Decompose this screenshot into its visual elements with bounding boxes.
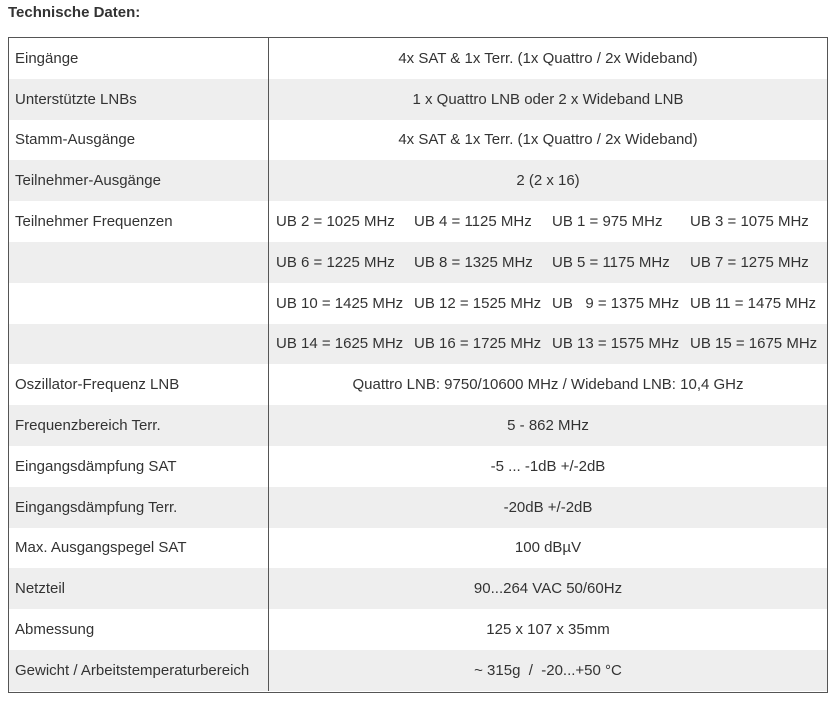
frequency-cell	[269, 283, 828, 324]
row-value: 90...264 VAC 50/60Hz	[473, 580, 623, 598]
row-label: Max. Ausgangspegel SAT	[9, 528, 269, 569]
table-row	[9, 120, 827, 161]
row-value: 100 dBµV	[514, 539, 582, 557]
row-label	[9, 242, 269, 283]
row-value: 5 - 862 MHz	[507, 417, 589, 435]
frequency-value: UB 11 = 1475 MHz	[690, 294, 817, 312]
row-value: ~ 315g / -20...+50 °C	[474, 661, 622, 679]
row-value: 1 x Quattro LNB oder 2 x Wideband LNB	[412, 90, 684, 108]
frequency-value: UB 8 = 1325 MHz	[414, 253, 533, 271]
row-label: Oszillator-Frequenz LNB	[9, 364, 269, 405]
frequency-value: UB 13 = 1575 MHz	[552, 335, 680, 353]
frequency-cell	[269, 201, 828, 242]
table-row	[9, 79, 827, 120]
table-row	[9, 650, 827, 691]
specs-table	[8, 37, 828, 693]
row-label: Teilnehmer-Ausgänge	[9, 160, 269, 201]
table-row	[9, 405, 827, 446]
row-label: Abmessung	[9, 609, 269, 650]
row-label: Eingangsdämpfung SAT	[9, 446, 269, 487]
table-row	[9, 242, 827, 283]
frequency-value: UB 5 = 1175 MHz	[552, 253, 670, 271]
row-label: Gewicht / Arbeitstemperaturbereich	[9, 650, 269, 691]
table-row	[9, 568, 827, 609]
frequency-cell	[269, 242, 828, 283]
frequency-value: UB 1 = 975 MHz	[552, 213, 663, 231]
table-row	[9, 160, 827, 201]
row-label: Frequenzbereich Terr.	[9, 405, 269, 446]
row-label: Unterstützte LNBs	[9, 79, 269, 120]
table-row	[9, 283, 827, 324]
frequency-value: UB 3 = 1075 MHz	[690, 213, 809, 231]
table-row	[9, 324, 827, 365]
frequency-value: UB 6 = 1225 MHz	[276, 253, 395, 271]
row-label: Netzteil	[9, 568, 269, 609]
row-value: 2 (2 x 16)	[516, 172, 580, 190]
row-value: 4x SAT & 1x Terr. (1x Quattro / 2x Wideband)	[398, 49, 698, 67]
row-label: Teilnehmer Frequenzen	[9, 201, 269, 242]
frequency-value: UB 7 = 1275 MHz	[690, 253, 809, 271]
frequency-value: UB 12 = 1525 MHz	[414, 294, 542, 312]
row-label	[9, 324, 269, 365]
frequency-value: UB 2 = 1025 MHz	[276, 213, 395, 231]
frequency-value: UB 14 = 1625 MHz	[276, 335, 404, 353]
table-row	[9, 201, 827, 242]
row-value: 4x SAT & 1x Terr. (1x Quattro / 2x Wideband)	[398, 131, 698, 149]
row-label: Eingangsdämpfung Terr.	[9, 487, 269, 528]
table-row	[9, 446, 827, 487]
table-row	[9, 487, 827, 528]
frequency-value: UB 15 = 1675 MHz	[690, 335, 818, 353]
row-label	[9, 283, 269, 324]
frequency-value: UB 4 = 1125 MHz	[414, 213, 532, 231]
table-row	[9, 528, 827, 569]
frequency-cell	[269, 324, 828, 365]
row-value: 125 x 107 x 35mm	[486, 621, 610, 639]
row-value: -20dB +/-2dB	[503, 498, 593, 516]
row-label: Stamm-Ausgänge	[9, 120, 269, 161]
table-row	[9, 38, 827, 79]
row-value: -5 ... -1dB +/-2dB	[490, 457, 606, 475]
row-label: Eingänge	[9, 38, 269, 79]
frequency-value: UB 16 = 1725 MHz	[414, 335, 542, 353]
table-row	[9, 609, 827, 650]
frequency-value: UB 10 = 1425 MHz	[276, 294, 404, 312]
frequency-value: UB 9 = 1375 MHz	[552, 294, 680, 312]
row-value: Quattro LNB: 9750/10600 MHz / Wideband LNB: 10,4 GHz	[352, 376, 744, 394]
section-heading: Technische Daten:	[8, 4, 141, 21]
table-row	[9, 364, 827, 405]
